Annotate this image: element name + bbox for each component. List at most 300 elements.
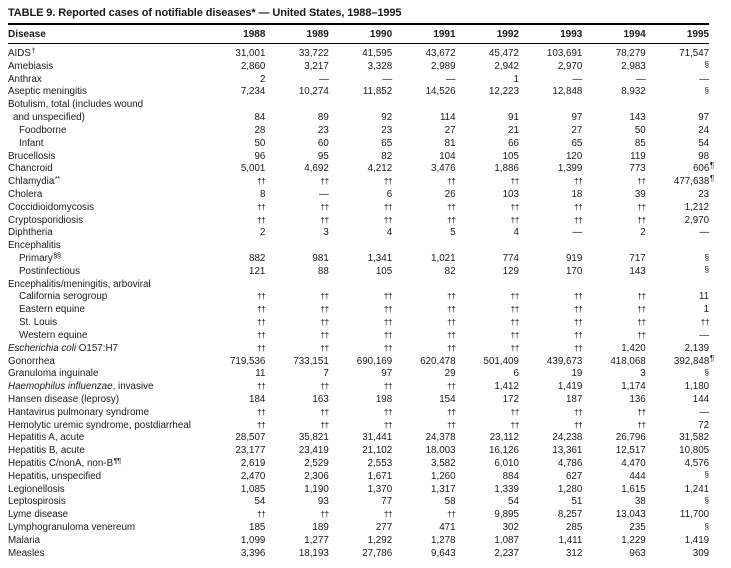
value-cell-1990: 4,212: [367, 163, 393, 175]
value-cell-1989: 7: [323, 368, 329, 380]
column-header-1989: 1989: [306, 29, 329, 40]
column-header-disease: Disease: [8, 29, 46, 40]
not-notifiable-marker: ††: [573, 419, 583, 430]
not-notifiable-marker: ††: [510, 291, 519, 302]
value-cell-1990: 198: [375, 393, 393, 405]
disease-label: Coccidioidomycosis: [8, 201, 95, 213]
value-cell-1988: [202, 407, 265, 421]
not-notifiable-marker: ††: [256, 304, 266, 315]
value-cell-1989: 23,419: [298, 445, 329, 457]
value-cell-1992: 302: [502, 522, 519, 534]
disease-label: Measles: [8, 547, 45, 559]
table-row: [8, 151, 709, 164]
value-cell-1991: 5: [450, 227, 456, 239]
table-row: [8, 202, 709, 215]
value-cell-1991: [392, 279, 455, 292]
value-cell-1995: 1: [703, 304, 710, 316]
not-notifiable-marker: ††: [637, 201, 646, 212]
value-cell-1992: 66: [508, 137, 519, 149]
footnote-marker: ¶¶: [113, 456, 121, 465]
value-cell-1988: 5,001: [240, 163, 266, 175]
value-cell-1989: [265, 317, 328, 331]
disease-label: and unspecified): [13, 112, 85, 124]
value-cell-1990: 1,292: [367, 534, 393, 546]
value-cell-1994: [582, 420, 645, 434]
value-cell-1993: 18: [571, 188, 583, 200]
value-cell-1993: 51: [571, 496, 583, 508]
value-cell-1993: [519, 343, 582, 357]
value-cell-1993: [519, 240, 582, 253]
not-notifiable-marker: ††: [320, 317, 329, 328]
value-cell-1988: 2: [259, 227, 266, 239]
value-cell-1993: 439,673: [546, 355, 583, 367]
value-cell-1991: 14,526: [425, 86, 456, 98]
value-cell-1993: 919: [565, 253, 583, 264]
disease-label: Lyme disease: [8, 509, 69, 521]
value-cell-1994: 136: [629, 393, 646, 405]
table-row: [8, 432, 709, 445]
value-cell-1992: [456, 420, 519, 434]
not-notifiable-marker: ††: [256, 291, 266, 302]
value-cell-1990: [329, 304, 392, 318]
value-cell-1990: 97: [381, 368, 393, 380]
value-cell-1989: 89: [317, 112, 329, 124]
disease-label: Escherichia coli O157:H7: [8, 342, 118, 354]
column-header-1993: 1993: [560, 29, 583, 40]
disease-label: Hantavirus pulmonary syndrome: [8, 406, 150, 418]
value-cell-1988: 121: [249, 265, 266, 277]
not-notifiable-marker: ††: [383, 176, 393, 187]
value-cell-1995: [646, 279, 709, 292]
not-notifiable-marker: ††: [383, 201, 393, 212]
value-cell-1993: [519, 291, 582, 305]
value-cell-1994: [582, 407, 645, 421]
value-cell-1993: 2,970: [557, 60, 583, 72]
value-cell-1990: 1,370: [367, 483, 393, 495]
disease-label: Lymphogranuloma venereum: [8, 522, 136, 534]
value-cell-1993: [519, 99, 582, 112]
not-notifiable-marker: ††: [256, 381, 266, 392]
value-cell-1988: [202, 330, 265, 344]
value-cell-1988: 54: [254, 496, 266, 508]
footnote-section-marker: §: [704, 520, 710, 531]
value-cell-1992: [456, 176, 519, 190]
not-notifiable-marker: ††: [637, 176, 646, 187]
value-cell-1992: 172: [502, 393, 519, 405]
table-row: [8, 471, 709, 484]
value-cell-1989: —: [318, 188, 329, 200]
not-notifiable-marker: ††: [510, 304, 519, 315]
value-cell-1988: 50: [254, 137, 266, 149]
value-cell-1995: [646, 496, 709, 510]
not-notifiable-marker: ††: [320, 419, 329, 430]
value-cell-1993: [519, 304, 582, 318]
value-cell-1995: [646, 368, 709, 382]
value-cell-1993: 312: [565, 547, 583, 559]
not-notifiable-marker: ††: [256, 329, 266, 340]
disease-label: Hepatitis, unspecified: [8, 470, 102, 482]
not-notifiable-marker: ††: [637, 329, 646, 340]
footnote-marker: **: [54, 174, 60, 184]
value-cell-1995: 606¶: [692, 161, 715, 175]
disease-label: Legionellosis: [8, 483, 65, 495]
value-cell-1990: [329, 343, 392, 357]
value-cell-1995: 309: [692, 547, 710, 559]
value-cell-1989: [265, 99, 328, 112]
value-cell-1995: 1,212: [684, 201, 710, 213]
not-notifiable-marker: ††: [573, 176, 583, 187]
value-cell-1991: [392, 407, 455, 421]
value-cell-1993: 27: [571, 124, 583, 136]
value-cell-1991: 24,378: [425, 432, 456, 444]
column-header-1994: 1994: [623, 29, 646, 40]
value-cell-1989: [265, 215, 328, 229]
not-notifiable-marker: ††: [256, 406, 266, 417]
not-notifiable-marker: ††: [383, 304, 393, 315]
value-cell-1988: [202, 176, 265, 190]
table-row: [8, 125, 709, 138]
value-cell-1990: [329, 330, 392, 344]
table-row: [8, 317, 709, 330]
not-notifiable-marker: ††: [256, 317, 266, 328]
footnote-pilcrow-marker: ¶: [709, 161, 715, 171]
value-cell-1989: 95: [317, 150, 329, 162]
value-cell-1994: 1,229: [621, 534, 646, 546]
value-cell-1990: [329, 240, 392, 253]
value-cell-1992: 1: [513, 73, 519, 85]
value-cell-1995: 144: [692, 393, 710, 405]
not-notifiable-marker: ††: [320, 214, 329, 225]
value-cell-1994: [582, 240, 645, 253]
not-notifiable-marker: ††: [256, 342, 266, 353]
value-cell-1992: [456, 215, 519, 229]
value-cell-1989: 4,692: [304, 163, 329, 175]
disease-label: Haemophilus influenzae, invasive: [8, 381, 154, 393]
value-cell-1991: [392, 240, 455, 253]
value-cell-1993: 187: [565, 393, 583, 405]
value-cell-1990: 23: [381, 124, 393, 136]
value-cell-1989: [265, 330, 328, 344]
value-cell-1989: 23: [317, 124, 329, 136]
value-cell-1991: 114: [439, 112, 456, 124]
value-cell-1990: [329, 202, 392, 216]
table-row: [8, 496, 709, 509]
not-notifiable-marker: ††: [447, 419, 456, 430]
disease-label: Foodborne: [19, 124, 67, 136]
value-cell-1993: —: [572, 227, 583, 239]
value-cell-1995: 1,419: [684, 534, 710, 546]
value-cell-1989: 93: [317, 496, 329, 508]
value-cell-1995: [646, 266, 709, 280]
value-cell-1995: 4,576: [684, 458, 710, 469]
value-cell-1991: 58: [444, 496, 456, 508]
value-cell-1995: 54: [698, 137, 710, 149]
value-cell-1988: 2,470: [240, 470, 266, 482]
value-cell-1992: 9,895: [494, 509, 519, 521]
value-cell-1991: 620,478: [420, 355, 456, 367]
value-cell-1993: 285: [565, 522, 583, 534]
value-cell-1991: [392, 509, 455, 523]
value-cell-1992: [456, 317, 519, 331]
value-cell-1995: [646, 317, 709, 331]
value-cell-1988: 96: [254, 150, 266, 162]
table-row: [8, 381, 709, 394]
table-row: [8, 420, 709, 433]
disease-label: Chancroid: [8, 163, 53, 175]
value-cell-1992: 129: [502, 265, 519, 277]
value-cell-1989: 3: [323, 227, 329, 239]
value-cell-1989: 163: [312, 393, 329, 405]
value-cell-1992: 884: [502, 470, 519, 482]
column-header-1988: 1988: [243, 29, 266, 40]
not-notifiable-marker: ††: [383, 214, 393, 225]
not-notifiable-marker: ††: [573, 304, 583, 315]
value-cell-1994: 1,174: [621, 381, 646, 393]
table-row: [8, 161, 715, 176]
table-row: [8, 458, 709, 471]
value-cell-1992: 6: [513, 368, 519, 380]
value-cell-1990: 1,671: [367, 470, 393, 482]
value-cell-1994: 1,420: [621, 342, 646, 354]
value-cell-1995: 72: [698, 419, 710, 431]
value-cell-1995: —: [699, 329, 710, 341]
not-notifiable-marker: ††: [510, 342, 519, 353]
value-cell-1991: 1,260: [431, 470, 456, 482]
not-notifiable-marker: ††: [637, 304, 646, 315]
value-cell-1995: 71,547: [679, 48, 710, 59]
table-row: [8, 240, 709, 253]
column-header-1992: 1992: [496, 29, 519, 40]
value-cell-1994: —: [635, 73, 646, 85]
value-cell-1993: 97: [571, 112, 583, 124]
value-cell-1993: 65: [571, 137, 583, 149]
value-cell-1992: [456, 304, 519, 318]
not-notifiable-marker: ††: [256, 201, 266, 212]
value-cell-1994: 26,796: [615, 432, 646, 444]
value-cell-1991: 104: [439, 150, 456, 162]
table-header-row: [8, 25, 709, 44]
value-cell-1994: 963: [629, 547, 646, 559]
value-cell-1994: 418,068: [610, 355, 646, 367]
disease-label: Gonorrhea: [8, 355, 55, 367]
value-cell-1993: —: [572, 73, 583, 85]
value-cell-1990: 11,852: [362, 86, 393, 98]
value-cell-1993: 1,411: [558, 534, 583, 546]
value-cell-1991: 471: [439, 522, 456, 534]
value-cell-1993: 4,786: [557, 458, 583, 469]
not-notifiable-marker: ††: [510, 214, 519, 225]
value-cell-1993: [519, 317, 582, 331]
not-notifiable-marker: ††: [320, 509, 329, 520]
not-notifiable-marker: ††: [510, 201, 519, 212]
value-cell-1988: 2,619: [240, 458, 266, 469]
table-row: [8, 484, 709, 497]
value-cell-1990: 65: [381, 137, 393, 149]
disease-label: Infant: [19, 137, 44, 149]
value-cell-1993: [519, 215, 582, 229]
value-cell-1991: [392, 381, 455, 395]
not-notifiable-marker: ††: [700, 317, 710, 328]
disease-label: Cholera: [8, 188, 43, 200]
column-header-1990: 1990: [369, 29, 393, 40]
not-notifiable-marker: ††: [447, 381, 456, 392]
value-cell-1989: 981: [312, 253, 329, 264]
not-notifiable-marker: ††: [447, 317, 456, 328]
value-cell-1992: 1,412: [494, 381, 519, 393]
value-cell-1992: [456, 202, 519, 216]
value-cell-1991: 9,643: [431, 547, 456, 559]
not-notifiable-marker: ††: [510, 419, 519, 430]
value-cell-1991: 154: [439, 393, 456, 405]
value-cell-1992: [456, 330, 519, 344]
not-notifiable-marker: ††: [320, 406, 329, 417]
disease-label: Malaria: [8, 534, 41, 546]
value-cell-1989: 1,190: [304, 483, 329, 495]
disease-label: California serogroup: [19, 291, 108, 303]
not-notifiable-marker: ††: [510, 329, 519, 340]
value-cell-1988: [202, 420, 265, 434]
value-cell-1990: 4: [386, 227, 393, 239]
disease-label: Granuloma inguinale: [8, 368, 99, 380]
value-cell-1992: 105: [502, 150, 519, 162]
value-cell-1995: —: [699, 73, 710, 85]
value-cell-1991: 3,582: [431, 458, 456, 469]
value-cell-1993: 627: [565, 470, 583, 482]
not-notifiable-marker: ††: [320, 329, 329, 340]
not-notifiable-marker: ††: [320, 342, 329, 353]
not-notifiable-marker: ††: [637, 406, 646, 417]
value-cell-1995: [646, 61, 709, 75]
value-cell-1991: [392, 343, 455, 357]
value-cell-1994: 4,470: [621, 458, 646, 469]
value-cell-1995: 2,970: [684, 214, 710, 226]
not-notifiable-marker: ††: [447, 176, 456, 187]
disease-label: Primary§§: [19, 251, 61, 264]
value-cell-1994: 3: [640, 368, 646, 380]
value-cell-1991: 27: [444, 124, 456, 136]
value-cell-1994: 717: [629, 253, 646, 264]
value-cell-1989: 1,277: [304, 534, 329, 546]
value-cell-1991: 1,317: [431, 483, 456, 495]
value-cell-1988: 882: [249, 253, 266, 264]
not-notifiable-marker: ††: [383, 406, 393, 417]
value-cell-1994: 50: [634, 124, 646, 136]
value-cell-1988: 8: [259, 188, 266, 200]
value-cell-1990: [329, 317, 392, 331]
value-cell-1989: 33,722: [298, 48, 329, 59]
value-cell-1988: [202, 291, 265, 305]
table-row: [8, 253, 709, 266]
table-row: [8, 394, 709, 407]
value-cell-1993: 24,238: [552, 432, 583, 444]
value-cell-1992: 1,087: [494, 534, 519, 546]
disease-label: Postinfectious: [19, 265, 80, 277]
value-cell-1992: 91: [508, 112, 519, 124]
not-notifiable-marker: ††: [447, 342, 456, 353]
not-notifiable-marker: ††: [637, 291, 646, 302]
value-cell-1992: 2,942: [494, 60, 519, 72]
value-cell-1989: [265, 381, 328, 395]
not-notifiable-marker: ††: [573, 406, 583, 417]
value-cell-1995: 392,848¶: [673, 353, 715, 367]
not-notifiable-marker: ††: [383, 509, 393, 520]
value-cell-1994: [582, 215, 645, 229]
value-cell-1993: 170: [565, 265, 583, 277]
value-cell-1990: 77: [381, 496, 393, 508]
value-cell-1992: 774: [502, 253, 519, 264]
value-cell-1989: [265, 343, 328, 357]
value-cell-1995: —: [699, 406, 710, 418]
value-cell-1993: 1,399: [557, 163, 583, 175]
footnote-section-marker: §: [704, 494, 710, 505]
footnote-section-marker: §: [704, 366, 710, 377]
value-cell-1988: 11: [255, 368, 266, 380]
value-cell-1989: [265, 420, 328, 434]
table-row: [8, 86, 709, 99]
table-row: [8, 509, 709, 522]
not-notifiable-marker: ††: [320, 291, 329, 302]
value-cell-1990: 105: [375, 265, 393, 277]
value-cell-1994: 119: [630, 150, 646, 162]
value-cell-1988: 28,507: [235, 432, 266, 444]
not-notifiable-marker: ††: [447, 406, 456, 417]
not-notifiable-marker: ††: [320, 176, 329, 187]
value-cell-1992: [456, 279, 519, 292]
value-cell-1988: [202, 343, 265, 357]
footnote-pilcrow-marker: ¶: [709, 353, 715, 363]
table-row: [8, 343, 709, 356]
value-cell-1988: [202, 215, 265, 229]
value-cell-1988: 28: [254, 124, 266, 136]
value-cell-1992: [456, 407, 519, 421]
value-cell-1991: 1,278: [431, 534, 456, 546]
value-cell-1994: 773: [629, 163, 646, 175]
value-cell-1988: [202, 304, 265, 318]
not-notifiable-marker: ††: [383, 381, 393, 392]
value-cell-1991: 82: [444, 265, 456, 277]
footnote-section-marker: §: [704, 59, 710, 70]
value-cell-1994: 85: [634, 137, 646, 149]
footnote-section-marker: §: [704, 469, 710, 480]
value-cell-1988: [202, 317, 265, 331]
value-cell-1992: 4: [513, 227, 519, 239]
value-cell-1988: 84: [254, 112, 266, 124]
value-cell-1988: 1,085: [240, 483, 266, 495]
value-cell-1990: —: [382, 73, 393, 85]
value-cell-1994: [582, 99, 645, 112]
footnote-marker: §§: [53, 251, 61, 260]
table-row: [8, 291, 709, 304]
value-cell-1990: [329, 99, 392, 112]
not-notifiable-marker: ††: [383, 317, 393, 328]
value-cell-1995: [646, 86, 709, 100]
value-cell-1995: [646, 522, 709, 536]
value-cell-1991: 81: [444, 137, 456, 149]
value-cell-1994: 235: [629, 522, 646, 534]
disease-label: Brucellosis: [8, 150, 56, 162]
not-notifiable-marker: ††: [383, 419, 393, 430]
table-row: [8, 353, 715, 369]
value-cell-1993: 120: [565, 150, 583, 162]
table-row: [8, 330, 709, 343]
value-cell-1995: [646, 471, 709, 485]
not-notifiable-marker: ††: [256, 509, 266, 520]
value-cell-1993: 1,280: [557, 483, 583, 495]
value-cell-1993: [519, 407, 582, 421]
value-cell-1990: 92: [381, 112, 393, 124]
value-cell-1989: [265, 407, 328, 421]
value-cell-1989: 18,193: [298, 547, 329, 559]
